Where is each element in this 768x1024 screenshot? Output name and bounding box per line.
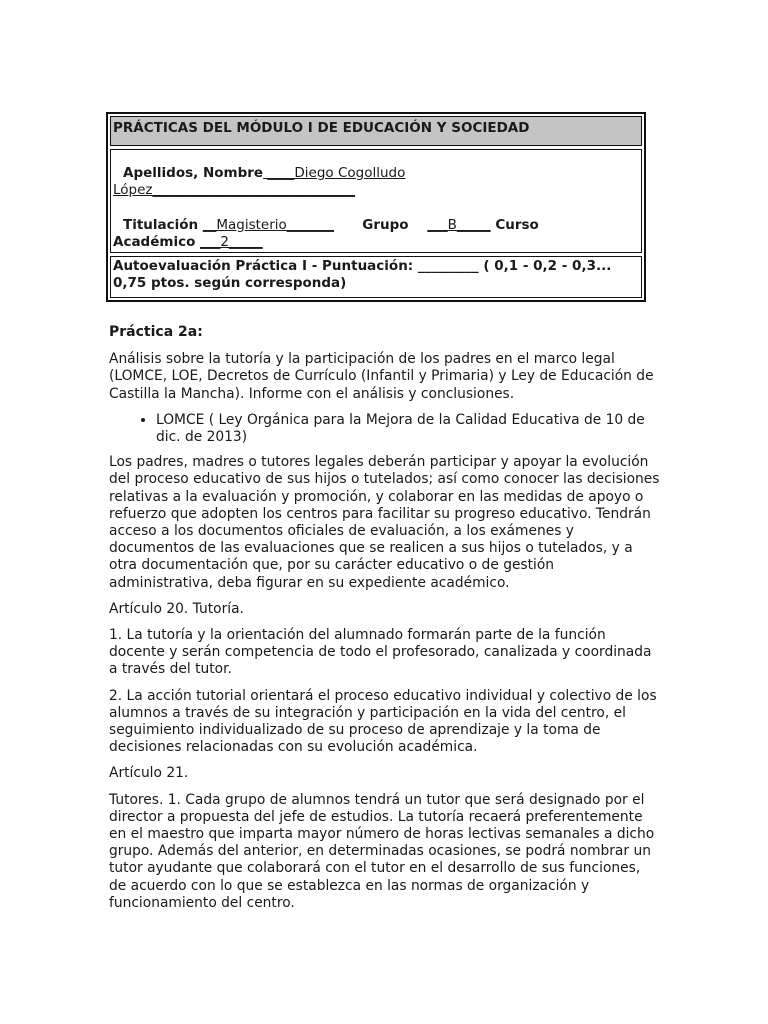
article-21-point-1: Tutores. 1. Cada grupo de alumnos tendrá un tutor que será designado por el director a propuesta del jefe de estudios. La tutoría recaerá preferentemente en el maestro que imparta mayor número de horas lectivas semanales a dicho grupo. Además del anterior, en determinadas ocasiones, se podrá nombrar un tutor ayudante que colaborará con el tutor en el desarrollo de sus funciones, de acuerdo con lo que se establezca en las normas de organización y funcionamiento del centro. — [109, 791, 655, 911]
header-title: PRÁCTICAS DEL MÓDULO I DE EDUCACIÓN Y SOCIEDAD — [113, 120, 530, 136]
article-20-point-2: 2. La acción tutorial orientará el proceso educativo individual y colectivo de los alumnos a través de su integración y participación en la vida del centro, el seguimiento individualizado de su proceso de aprendizaje y la toma de decisiones relacionadas con su evolución académica. — [109, 687, 657, 756]
name-value: Diego Cogolludo — [294, 165, 406, 181]
student-info-row — [110, 149, 642, 253]
year-value: ___2_____ — [200, 234, 263, 250]
degree-label: Titulación — [123, 217, 199, 233]
year-label: Académico — [113, 234, 196, 250]
name-lead: ____ — [263, 165, 295, 181]
self-assessment-row — [110, 256, 642, 298]
bullet-list — [109, 412, 661, 446]
course-label: Curso — [495, 217, 539, 233]
name-label: Apellidos, Nombre — [123, 165, 264, 181]
header-title-row — [110, 116, 642, 146]
group-value: ___B_____ — [427, 217, 491, 233]
document-body — [109, 324, 661, 921]
article-21-heading: Artículo 21. — [109, 765, 189, 782]
intro-paragraph: Análisis sobre la tutoría y la participación de los padres en el marco legal (LOMCE, LOE, Decretos de Currículo (Infantil y Primaria) y Ley de Educación de Castilla la Mancha). Informe con el análisis y conclusiones. — [109, 351, 654, 402]
group-label: Grupo — [362, 217, 409, 233]
paragraph-parents: Los padres, madres o tutores legales deberán participar y apoyar la evolución del proceso educativo de sus hijos o tutelados; así como conocer las decisiones relativas a la evaluación y promoción, y colaborar en las medidas de apoyo o refuerzo que adopten los centros para facilitar su progreso educativo. Tendrán acceso a los documentos oficiales de evaluación, a los exámenes y documentos de las evaluaciones que se realicen a sus hijos o tutelados, y a otra documentación que, por su carácter educativo o de gestión administrativa, deba figurar en su expediente académico. — [109, 454, 660, 591]
article-20-point-1: 1. La tutoría y la orientación del alumnado formarán parte de la función docente y serán competencia de todo el profesorado, canalizada y coordinada a través del tutor. — [109, 627, 652, 678]
name-underline: ______________________________ — [152, 182, 356, 198]
article-20-heading: Artículo 20. Tutoría. — [109, 600, 244, 617]
degree-value: __Magisterio_______ — [202, 217, 335, 233]
section-heading: Práctica 2a: — [109, 324, 203, 340]
self-assessment-text: Autoevaluación Práctica I - Puntuación: _________ ( 0,1 - 0,2 - 0,3... 0,75 ptos. según corresponda) — [113, 258, 612, 291]
name-value-continued: López — [113, 182, 153, 198]
bullet-lomce: • LOMCE ( Ley Orgánica para la Mejora de la Calidad Educativa de 10 de dic. de 2013) — [156, 412, 661, 446]
header-table — [106, 112, 646, 302]
